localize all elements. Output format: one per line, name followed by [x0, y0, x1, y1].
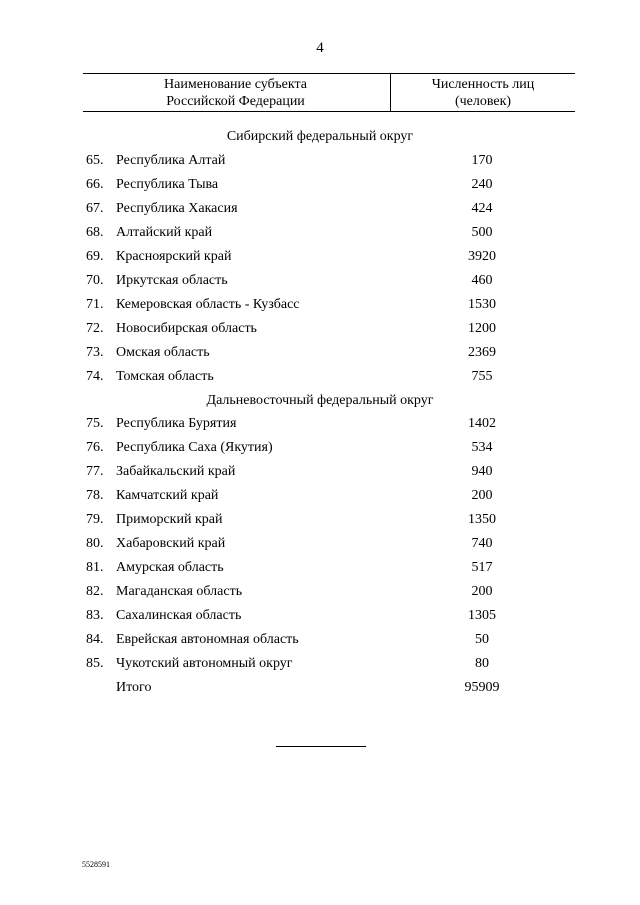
row-count: 517	[471, 560, 493, 575]
row-number: 77.	[86, 464, 104, 479]
end-rule	[276, 746, 366, 747]
section-title-siberian: Сибирский федеральный округ	[226, 129, 414, 144]
row-count: 240	[471, 177, 493, 192]
row-name: Новосибирская область	[116, 321, 257, 336]
table-row	[0, 201, 640, 221]
row-name: Омская область	[116, 345, 210, 360]
row-name: Сахалинская область	[116, 608, 242, 623]
row-name: Республика Хакасия	[116, 201, 238, 216]
row-count: 1402	[468, 416, 496, 431]
row-name: Магаданская область	[116, 584, 243, 599]
row-number: 85.	[86, 656, 104, 671]
table-row	[0, 273, 640, 293]
row-count: 1305	[468, 608, 496, 623]
row-count: 1530	[468, 297, 496, 312]
row-count: 940	[471, 464, 493, 479]
row-count: 1200	[468, 321, 496, 336]
row-name: Хабаровский край	[116, 536, 226, 551]
table-row	[0, 464, 640, 484]
row-name: Красноярский край	[116, 249, 232, 264]
row-name: Томская область	[116, 369, 214, 384]
row-count: 200	[471, 584, 493, 599]
header-count-line-1: Численность лиц	[431, 77, 535, 92]
row-number: 73.	[86, 345, 104, 360]
table-row	[0, 632, 640, 652]
row-count: 1350	[468, 512, 496, 527]
total-count: 95909	[464, 680, 500, 695]
row-number: 76.	[86, 440, 104, 455]
table-row	[0, 536, 640, 556]
row-count: 460	[471, 273, 493, 288]
row-number: 68.	[86, 225, 104, 240]
row-count: 200	[471, 488, 493, 503]
table-row	[0, 416, 640, 436]
row-count: 80	[475, 656, 489, 671]
row-number: 71.	[86, 297, 104, 312]
row-name: Забайкальский край	[116, 464, 236, 479]
row-number: 72.	[86, 321, 104, 336]
row-name: Чукотский автономный округ	[116, 656, 293, 671]
table-row	[0, 656, 640, 676]
row-number: 81.	[86, 560, 104, 575]
row-name: Республика Алтай	[116, 153, 226, 168]
row-count: 170	[471, 153, 493, 168]
table-row	[0, 321, 640, 341]
header-name-column	[83, 76, 388, 110]
row-name: Иркутская область	[116, 273, 228, 288]
header-count-line-2: (человек)	[454, 94, 512, 109]
table-row	[0, 560, 640, 580]
section-title-far-eastern: Дальневосточный федеральный округ	[206, 393, 434, 408]
row-name: Республика Саха (Якутия)	[116, 440, 273, 455]
row-number: 83.	[86, 608, 104, 623]
table-row	[0, 153, 640, 173]
row-number: 80.	[86, 536, 104, 551]
row-name: Республика Бурятия	[116, 416, 237, 431]
row-number: 67.	[86, 201, 104, 216]
row-number: 82.	[86, 584, 104, 599]
page-number: 4	[316, 40, 324, 56]
row-name: Приморский край	[116, 512, 223, 527]
row-number: 66.	[86, 177, 104, 192]
table-row	[0, 512, 640, 532]
row-number: 69.	[86, 249, 104, 264]
row-name: Республика Тыва	[116, 177, 219, 192]
header-name-line-1: Наименование субъекта	[164, 77, 307, 92]
table-row	[0, 249, 640, 269]
row-name: Алтайский край	[116, 225, 213, 240]
table-row	[0, 488, 640, 508]
row-number: 70.	[86, 273, 104, 288]
document-id: 5528591	[82, 860, 110, 869]
table-row	[0, 225, 640, 245]
row-count: 755	[471, 369, 493, 384]
table-row	[0, 584, 640, 604]
row-number: 79.	[86, 512, 104, 527]
header-name-line-2: Российской Федерации	[166, 94, 305, 109]
row-number: 78.	[86, 488, 104, 503]
total-label: Итого	[116, 680, 152, 695]
row-name: Кемеровская область - Кузбасс	[116, 297, 300, 312]
row-count: 2369	[468, 345, 496, 360]
table-row	[0, 177, 640, 197]
row-count: 740	[471, 536, 493, 551]
total-row	[0, 680, 640, 700]
row-number: 75.	[86, 416, 104, 431]
table-row	[0, 297, 640, 317]
row-count: 3920	[468, 249, 496, 264]
row-number: 84.	[86, 632, 104, 647]
row-name: Камчатский край	[116, 488, 219, 503]
table-row	[0, 440, 640, 460]
row-count: 500	[471, 225, 493, 240]
table-row	[0, 608, 640, 628]
row-number: 65.	[86, 153, 104, 168]
row-count: 424	[471, 201, 493, 216]
table-header	[83, 73, 575, 112]
row-number: 74.	[86, 369, 104, 384]
header-count-column	[391, 76, 575, 110]
table-row	[0, 345, 640, 365]
table-row	[0, 369, 640, 389]
row-name: Еврейская автономная область	[116, 632, 299, 647]
row-count: 534	[471, 440, 493, 455]
row-count: 50	[475, 632, 489, 647]
row-name: Амурская область	[116, 560, 224, 575]
